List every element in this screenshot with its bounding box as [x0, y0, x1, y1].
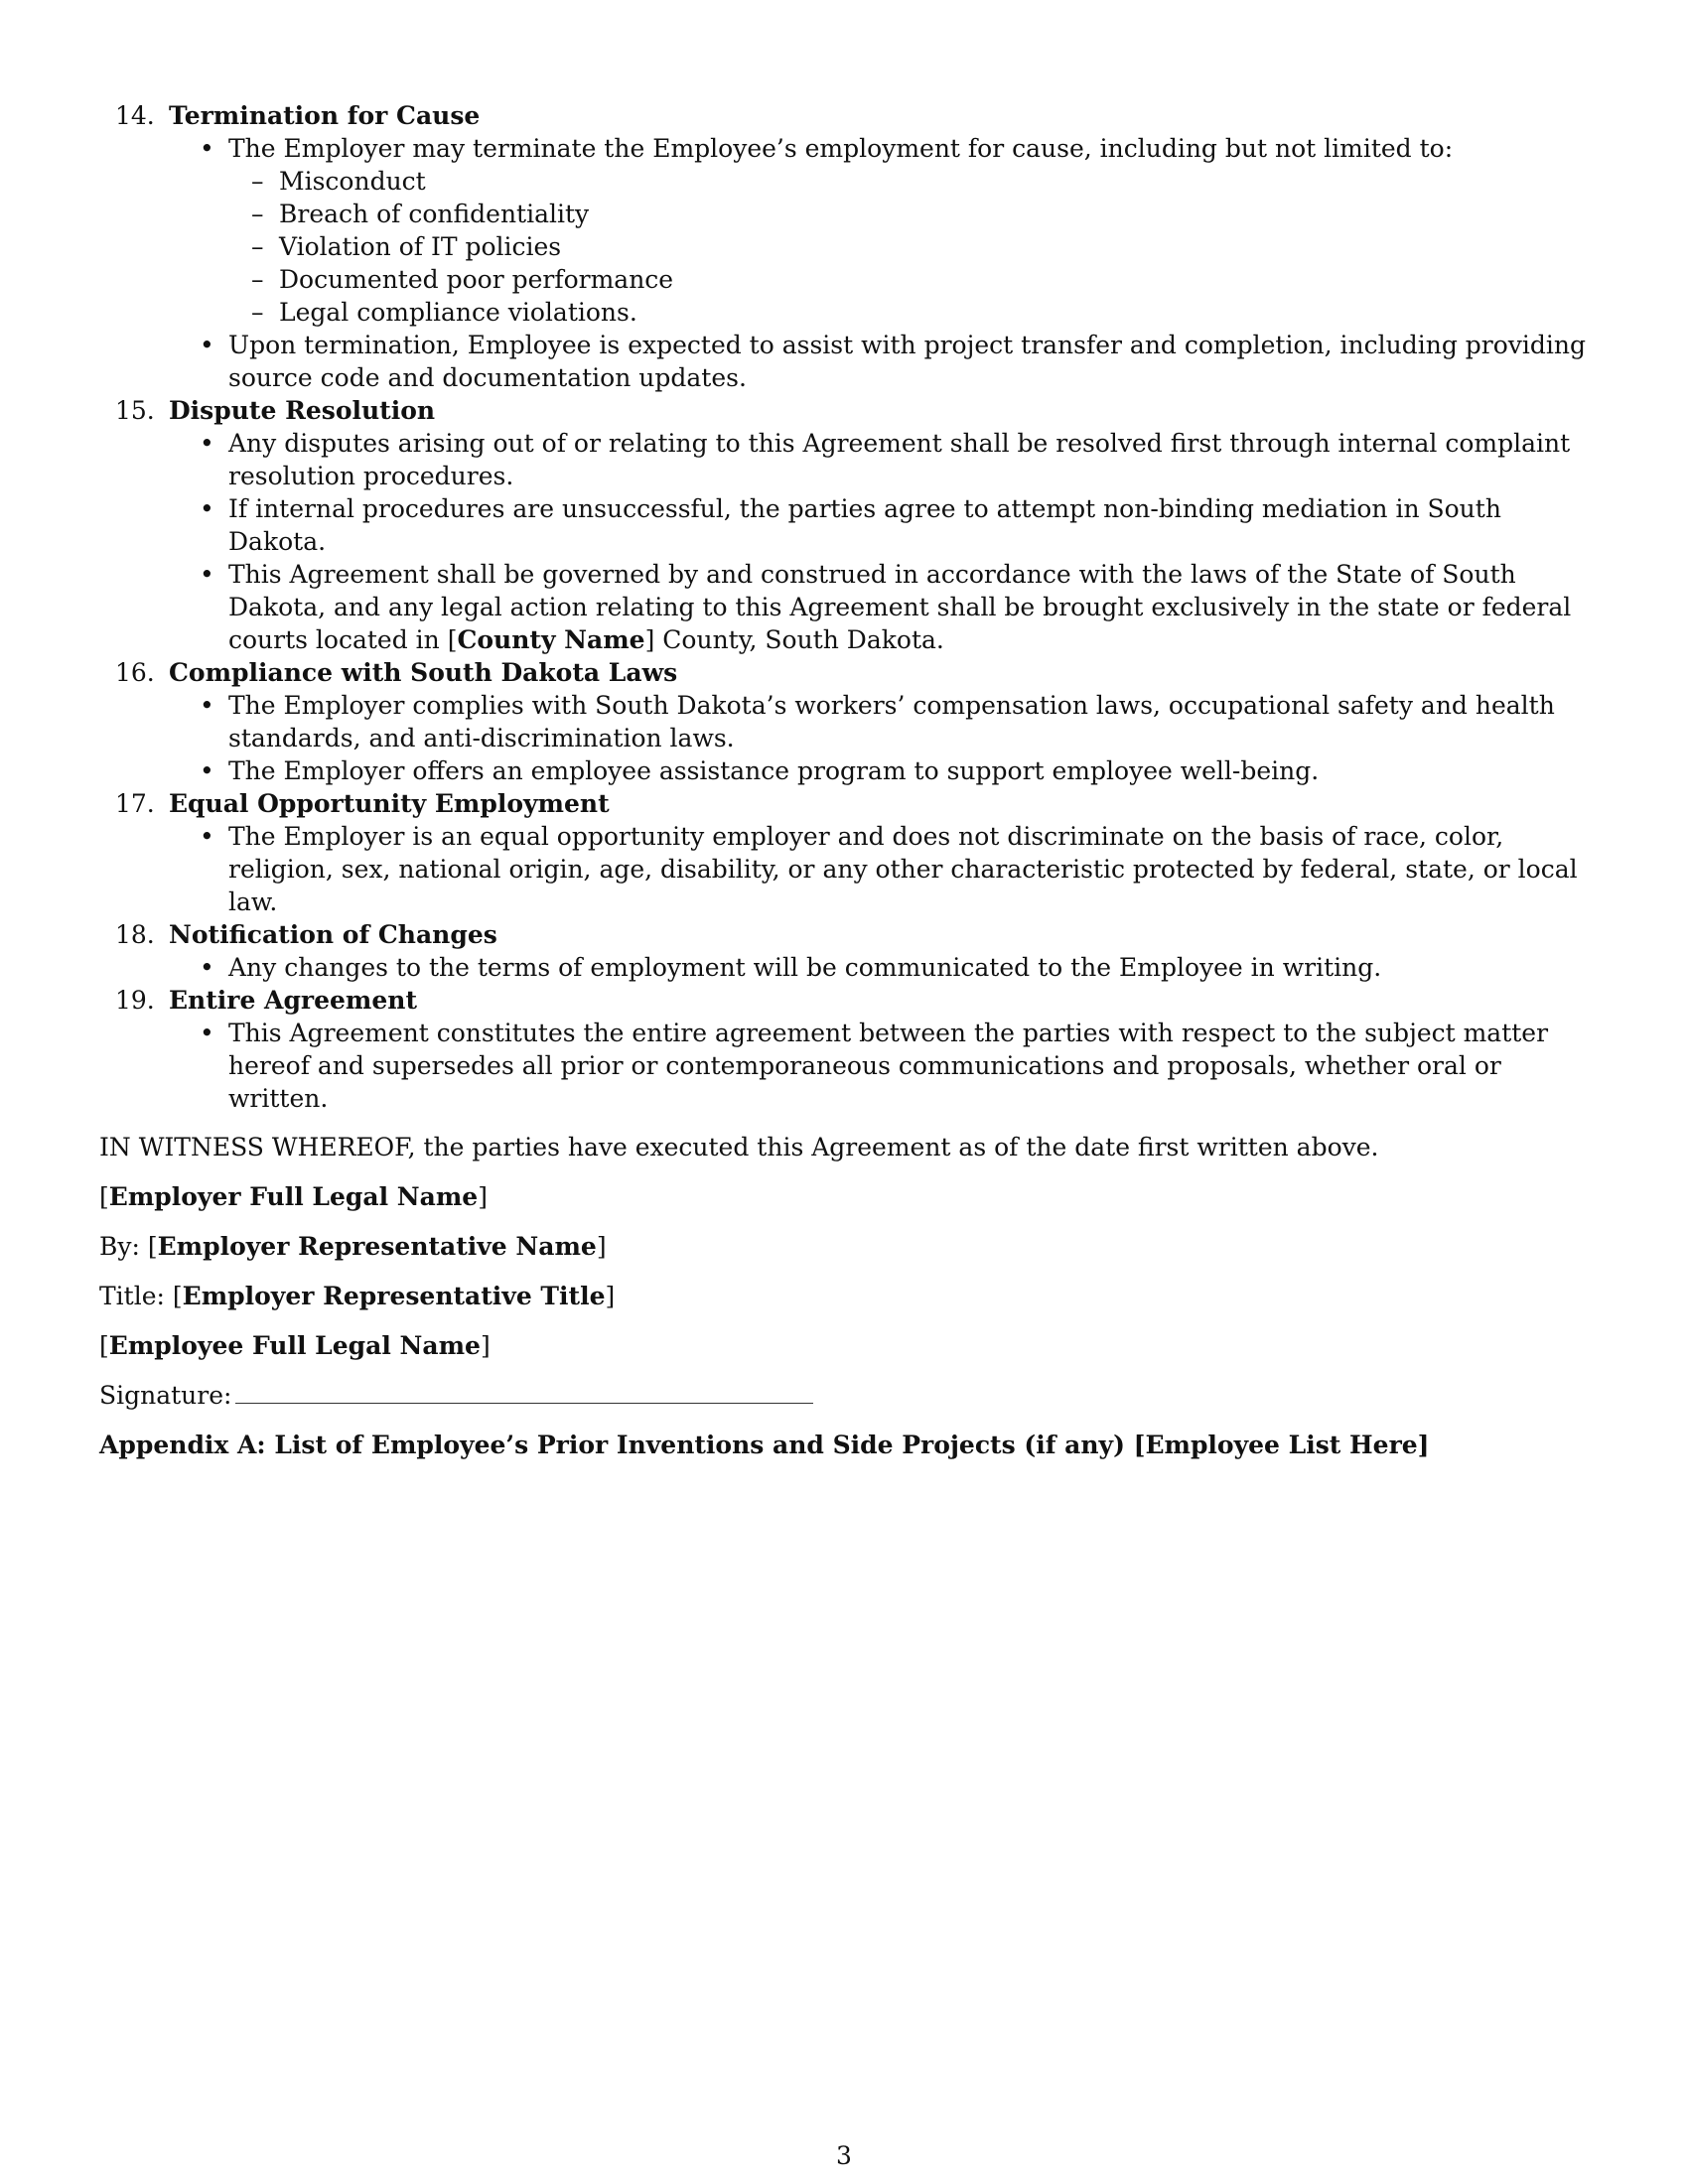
bullet-item: [169, 492, 1589, 558]
title-label: Title:: [99, 1282, 165, 1310]
section-number: 17.: [115, 789, 155, 818]
section-title: Equal Opportunity Employment: [169, 789, 610, 818]
section-number: 18.: [115, 920, 155, 949]
bullet-item: [169, 558, 1589, 656]
bullet-text: The Employer may terminate the Employee’s employment for cause, including but not limited to:: [228, 134, 1454, 163]
bullet-item: [169, 329, 1589, 394]
sub-item: [228, 165, 1589, 198]
bullet-item: [169, 689, 1589, 754]
signature-line: [99, 1379, 1589, 1412]
section-number: 16.: [115, 658, 155, 687]
employer-name-placeholder: Employer Full Legal Name: [108, 1182, 479, 1211]
bullet-item: [169, 427, 1589, 492]
sub-list: [169, 165, 1589, 329]
bullet-item: [169, 820, 1589, 918]
bullet-icon: •: [200, 429, 214, 458]
bullet-icon: •: [200, 494, 214, 523]
employer-rep-title-placeholder: Employer Representative Title: [182, 1282, 606, 1310]
dash-icon: –: [251, 200, 264, 228]
employer-rep-name-placeholder: Employer Representative Name: [157, 1232, 597, 1261]
sub-item: [228, 296, 1589, 329]
sub-item: [228, 263, 1589, 296]
by-label: By:: [99, 1232, 140, 1261]
appendix-title: Appendix A: List of Employee’s Prior Inventions and Side Projects (if any) [: [99, 1431, 1146, 1459]
dash-icon: –: [251, 298, 264, 327]
by-line: By: [Employer Representative Name]: [99, 1232, 607, 1261]
bullet-item: [169, 951, 1589, 984]
section-title: Entire Agreement: [169, 986, 417, 1015]
title-line: Title: [Employer Representative Title]: [99, 1282, 616, 1310]
section-19: [99, 984, 1589, 1115]
appendix-bracket-close: ]: [1417, 1431, 1430, 1459]
dash-icon: –: [251, 167, 264, 196]
bullet-icon: •: [200, 691, 214, 720]
bullet-text: If internal procedures are unsuccessful, the parties agree to attempt non-binding mediation in South Dakota.: [228, 494, 1501, 556]
section-18: [99, 918, 1589, 984]
section-title: Termination for Cause: [169, 101, 481, 130]
bullet-icon: •: [200, 1019, 214, 1047]
sub-item: [228, 230, 1589, 263]
bullet-text: The Employer complies with South Dakota’s workers’ compensation laws, occupational safety and health standards, and anti-discrimination laws.: [228, 691, 1555, 752]
section-number: 19.: [115, 986, 155, 1015]
section-title: Notification of Changes: [169, 920, 497, 949]
bullet-icon: •: [200, 822, 214, 851]
bullet-text: The Employer is an equal opportunity employer and does not discriminate on the basis of race, color, religion, sex, national origin, age, disability, or any other characteristic protected by federal, state, or local law.: [228, 822, 1578, 916]
sub-item-text: Breach of confidentiality: [279, 200, 590, 228]
appendix-placeholder: Employee List Here: [1145, 1431, 1418, 1459]
bullet-text-end: ] County, South Dakota.: [644, 625, 944, 654]
dash-icon: –: [251, 232, 264, 261]
bullet-text: This Agreement shall be governed by and construed in accordance with the laws of the State of South Dakota, and any legal action relating to this Agreement shall be brought exclusively in the state or federal courts located in [: [228, 560, 1572, 654]
sub-item-text: Violation of IT policies: [279, 232, 562, 261]
bullet-icon: •: [200, 134, 214, 163]
signature-field[interactable]: [235, 1381, 813, 1404]
bullet-icon: •: [200, 560, 214, 589]
bullet-icon: •: [200, 953, 214, 982]
sub-item: [228, 198, 1589, 230]
sub-item-text: Misconduct: [279, 167, 426, 196]
section-15: [99, 394, 1589, 656]
bullet-item: [169, 754, 1589, 787]
bullet-item: [169, 132, 1589, 165]
employer-name-line: [Employer Full Legal Name]: [99, 1182, 488, 1211]
appendix-heading: [99, 1429, 1589, 1461]
page-number: 3: [836, 2141, 852, 2170]
signature-label: Signature:: [99, 1381, 232, 1410]
dash-icon: –: [251, 265, 264, 294]
section-title: Compliance with South Dakota Laws: [169, 658, 678, 687]
page-content: [99, 99, 1589, 1461]
section-17: [99, 787, 1589, 918]
sub-item-text: Documented poor performance: [279, 265, 674, 294]
bullet-icon: •: [200, 756, 214, 785]
bullet-text: This Agreement constitutes the entire agreement between the parties with respect to the subject matter hereof and supersedes all prior or contemporaneous communications and proposals, whether oral or written.: [228, 1019, 1549, 1113]
employee-name-line: [Employee Full Legal Name]: [99, 1331, 491, 1360]
bullet-text: Upon termination, Employee is expected to assist with project transfer and completion, including providing source code and documentation updates.: [228, 331, 1586, 392]
witness-statement: IN WITNESS WHEREOF, the parties have executed this Agreement as of the date first written above.: [99, 1133, 1379, 1161]
employee-name-placeholder: Employee Full Legal Name: [108, 1331, 481, 1360]
county-name-placeholder: County Name: [457, 625, 645, 654]
bullet-text: Any disputes arising out of or relating to this Agreement shall be resolved first through internal complaint resolution procedures.: [228, 429, 1571, 490]
section-number: 14.: [115, 101, 155, 130]
bullet-text: The Employer offers an employee assistance program to support employee well-being.: [228, 756, 1320, 785]
section-title: Dispute Resolution: [169, 396, 436, 425]
bullet-text: Any changes to the terms of employment will be communicated to the Employee in writing.: [228, 953, 1382, 982]
section-14: [99, 99, 1589, 394]
sub-item-text: Legal compliance violations.: [279, 298, 637, 327]
bullet-item: [169, 1017, 1589, 1115]
section-16: [99, 656, 1589, 787]
bullet-icon: •: [200, 331, 214, 359]
section-number: 15.: [115, 396, 155, 425]
